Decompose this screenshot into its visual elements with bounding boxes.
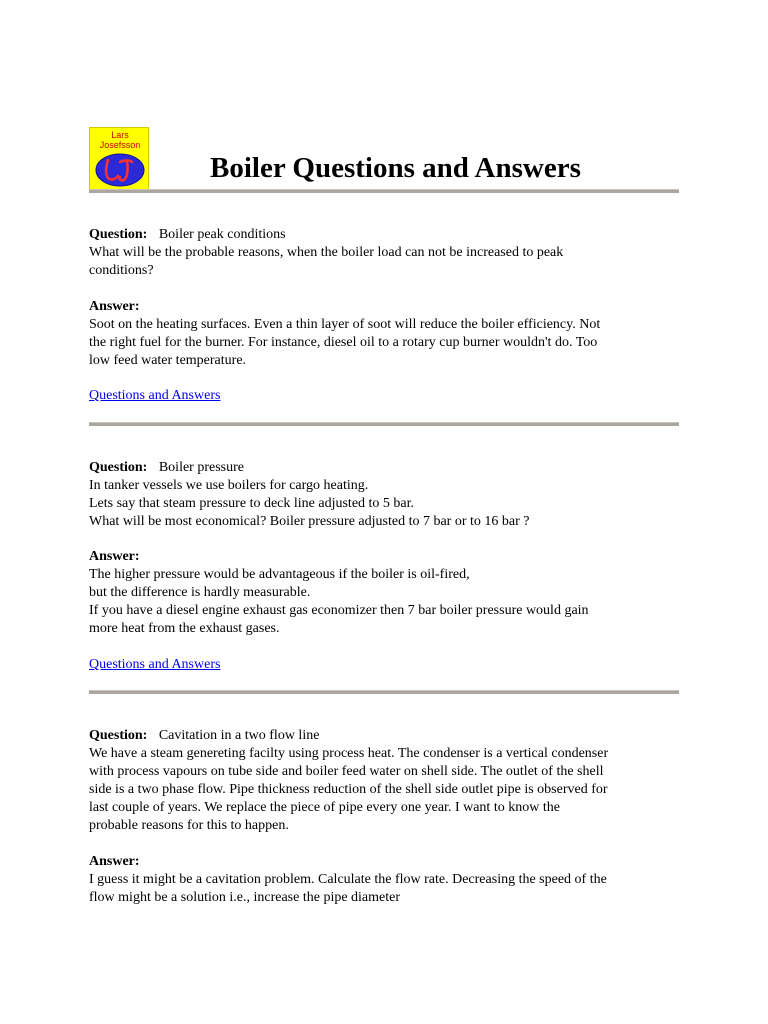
answer-section [89,548,649,638]
question-heading [89,727,649,745]
question-heading [89,459,649,477]
answer-text-line: but the difference is hardly measurable. [89,585,311,600]
question-text-line: We have a steam genereting facilty using process heat. The condenser is a vertical condenser [89,746,609,761]
answer-text-line: low feed water temperature. [89,353,247,368]
logo-name-first: Lars [111,130,129,140]
logo [89,127,149,190]
logo-name-last: Josefsson [99,140,141,150]
question-text-line: What will be the probable reasons, when the boiler load can not be increased to peak [89,245,564,260]
question-heading [89,226,649,244]
divider [89,189,679,193]
qa-entry [89,459,649,531]
question-text-line: side is a two phase flow. Pipe thickness reduction of the shell side outlet pipe is observed for [89,782,608,797]
answer-text-line: the right fuel for the burner. For instance, diesel oil to a rotary cup burner wouldn't do. Too [89,335,598,350]
questions-and-answers-link[interactable]: Questions and Answers [89,657,221,672]
answer-label: Answer: [89,549,140,564]
answer-text-line: more heat from the exhaust gases. [89,621,280,636]
question-label: Question: [89,728,148,743]
answer-text-line: If you have a diesel engine exhaust gas economizer then 7 bar boiler pressure would gain [89,603,589,618]
answer-section [89,853,649,907]
question-text-line: last couple of years. We replace the piece of pipe every one year. I want to know the [89,800,560,815]
question-text-line: with process vapours on tube side and boiler feed water on shell side. The outlet of the shell [89,764,604,779]
question-text-line: What will be most economical? Boiler pressure adjusted to 7 bar or to 16 bar ? [89,514,530,529]
divider [89,690,679,694]
question-text-line: probable reasons for this to happen. [89,818,289,833]
page-title: Boiler Questions and Answers [210,152,581,184]
question-text-line: In tanker vessels we use boilers for cargo heating. [89,478,369,493]
answer-section [89,298,649,370]
question-label: Question: [89,460,148,475]
question-title: Cavitation in a two flow line [158,728,320,743]
divider [89,422,679,426]
answer-label: Answer: [89,299,140,314]
answer-text-line: Soot on the heating surfaces. Even a thin layer of soot will reduce the boiler efficiency. Not [89,317,601,332]
lj-monogram-icon [94,152,146,188]
answer-text-line: I guess it might be a cavitation problem. Calculate the flow rate. Decreasing the speed of the [89,872,607,887]
question-label: Question: [89,227,148,242]
question-title: Boiler pressure [158,460,244,475]
answer-text-line: flow might be a solution i.e., increase the pipe diameter [89,890,401,905]
answer-text-line: The higher pressure would be advantageous if the boiler is oil-fired, [89,567,470,582]
question-text-line: conditions? [89,263,154,278]
question-title: Boiler peak conditions [158,227,286,242]
question-text-line: Lets say that steam pressure to deck line adjusted to 5 bar. [89,496,415,511]
answer-label: Answer: [89,854,140,869]
qa-entry [89,226,649,280]
qa-entry [89,727,649,835]
questions-and-answers-link[interactable]: Questions and Answers [89,388,221,403]
